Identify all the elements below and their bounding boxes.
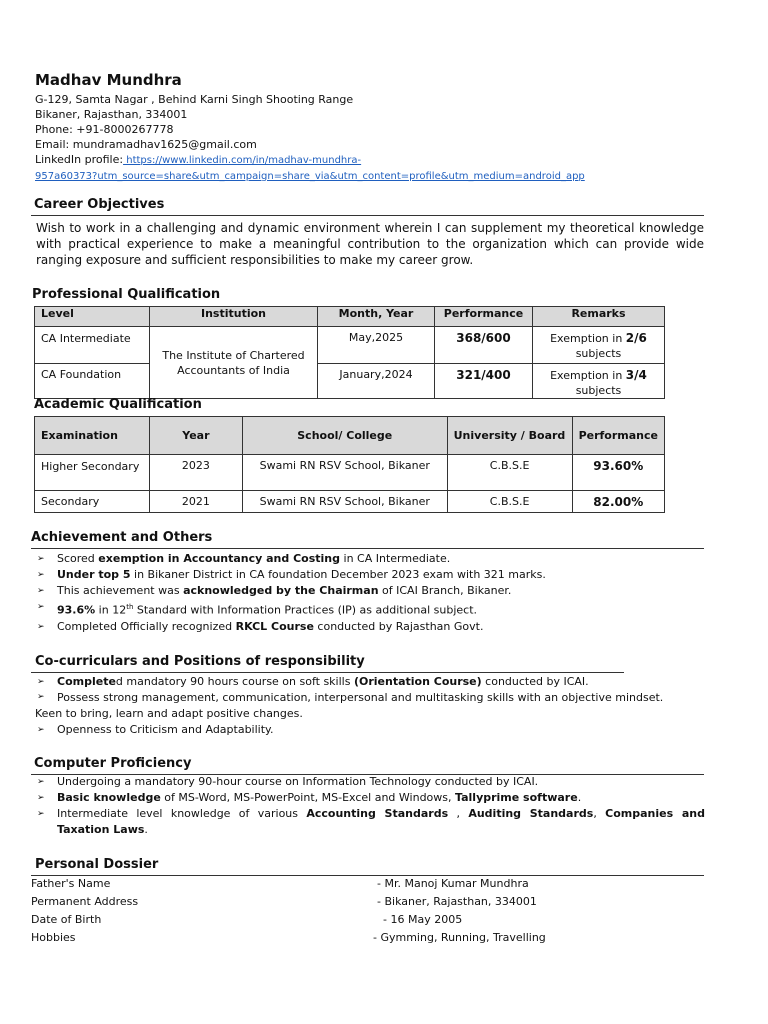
list-item: ➢ Basic knowledge of MS-Word, MS-PowerPoint, MS-Excel and Windows, Tallyprime software. — [37, 791, 582, 804]
linkedin-line — [35, 152, 585, 168]
computer-list — [35, 774, 705, 838]
col-remarks: Remarks — [533, 307, 665, 327]
dossier-row — [31, 895, 731, 913]
list-item: ➢ Undergoing a mandatory 90-hour course on Information Technology conducted by ICAI. — [37, 775, 539, 788]
arrow-bullet-icon: ➢ — [37, 777, 45, 787]
career-text: Wish to work in a challenging and dynamic environment wherein I can supplement my theoretical knowledge with practical experience to make a meaningful contribution to the organization which can provide wide ranging exposure and sufficient responsibilities to make my career grow. — [36, 221, 704, 267]
dossier-row — [31, 913, 731, 931]
list-item: ➢ Completed mandatory 90 hours course on soft skills (Orientation Course) conducted by ICAI. — [37, 675, 589, 688]
cell-month: January,2024 — [318, 364, 435, 399]
arrow-bullet-icon: ➢ — [37, 725, 45, 735]
table-row — [35, 455, 665, 491]
list-item: ➢ 93.6% in 12th Standard with Information Practices (IP) as additional subject. — [35, 599, 705, 619]
list-item: ➢ Intermediate level knowledge of various Accounting Standards , Auditing Standards, Companies and Taxation Laws. — [37, 807, 705, 836]
list-item: ➢ Openness to Criticism and Adaptability. — [37, 723, 274, 736]
cell-performance: 82.00% — [572, 491, 664, 513]
cell-month: May,2025 — [318, 327, 435, 364]
dossier-value: - Gymming, Running, Travelling — [373, 931, 546, 944]
cell-institution: The Institute of Chartered Accountants of India — [150, 327, 318, 399]
section-rule — [31, 215, 704, 216]
list-item: ➢ Scored exemption in Accountancy and Costing in CA Intermediate. — [37, 552, 451, 565]
section-rule — [31, 672, 624, 673]
linkedin-label: LinkedIn profile: — [35, 153, 124, 166]
cell-exam: Higher Secondary — [35, 455, 150, 491]
list-item: ➢ This achievement was acknowledged by the Chairman of ICAI Branch, Bikaner. — [37, 584, 512, 597]
arrow-bullet-icon: ➢ — [37, 677, 45, 687]
computer-heading: Computer Proficiency — [34, 756, 192, 771]
table-row — [35, 364, 665, 399]
dossier-label: Father's Name — [31, 877, 111, 890]
arrow-bullet-icon: ➢ — [37, 554, 45, 564]
cocurricular-block — [35, 674, 705, 738]
arrow-bullet-icon: ➢ — [37, 793, 45, 803]
achievements-list — [35, 551, 705, 635]
plain-line: Keen to bring, learn and adapt positive changes. — [35, 707, 303, 720]
cell-year: 2023 — [149, 455, 242, 491]
list-item: ➢ Under top 5 in Bikaner District in CA foundation December 2023 exam with 321 marks. — [37, 568, 546, 581]
cell-school: Swami RN RSV School, Bikaner — [242, 455, 447, 491]
list-item: ➢ Possess strong management, communication, interpersonal and multitasking skills with an objective mindset. — [37, 691, 664, 704]
cell-school: Swami RN RSV School, Bikaner — [242, 491, 447, 513]
cell-exam: Secondary — [35, 491, 150, 513]
academic-table — [34, 416, 665, 513]
arrow-bullet-icon: ➢ — [37, 809, 45, 819]
col-performance: Performance — [435, 307, 533, 327]
address-line-2: Bikaner, Rajasthan, 334001 — [35, 108, 188, 121]
section-rule — [31, 875, 704, 876]
arrow-bullet-icon: ➢ — [37, 586, 45, 596]
dossier-value: - 16 May 2005 — [383, 913, 463, 926]
dossier-value: - Mr. Manoj Kumar Mundhra — [377, 877, 529, 890]
arrow-bullet-icon: ➢ — [37, 692, 45, 702]
section-rule — [31, 548, 704, 549]
cell-remarks: Exemption in 3/4 subjects — [533, 364, 665, 399]
col-board: University / Board — [447, 417, 572, 455]
candidate-name: Madhav Mundhra — [35, 71, 182, 89]
professional-table — [34, 306, 665, 399]
col-institution: Institution — [150, 307, 318, 327]
arrow-bullet-icon: ➢ — [37, 570, 45, 580]
cell-board: C.B.S.E — [447, 455, 572, 491]
arrow-bullet-icon: ➢ — [37, 621, 45, 632]
cell-remarks: Exemption in 2/6 subjects — [533, 327, 665, 364]
col-year: Year — [149, 417, 242, 455]
arrow-bullet-icon: ➢ — [37, 602, 45, 612]
col-performance: Performance — [572, 417, 664, 455]
cell-performance: 93.60% — [572, 455, 664, 491]
achievements-heading: Achievement and Others — [31, 530, 213, 545]
dossier-heading: Personal Dossier — [35, 857, 159, 872]
academic-heading: Academic Qualification — [34, 397, 202, 412]
cell-level: CA Intermediate — [35, 327, 150, 364]
cell-performance: 368/600 — [435, 327, 533, 364]
linkedin-link[interactable]: https://www.linkedin.com/in/madhav-mundhra- — [123, 155, 362, 166]
contact-block — [35, 92, 585, 184]
cocurricular-heading: Co-curriculars and Positions of responsibility — [35, 654, 365, 669]
dossier-table — [31, 877, 731, 957]
col-examination: Examination — [35, 417, 150, 455]
linkedin-link-cont[interactable]: 957a60373?utm_source=share&utm_campaign=share_via&utm_content=profile&utm_medium=android_app — [35, 171, 585, 182]
dossier-row — [31, 931, 731, 949]
col-level: Level — [35, 307, 150, 327]
table-row — [35, 491, 665, 513]
address-line-1: G-129, Samta Nagar , Behind Karni Singh Shooting Range — [35, 93, 354, 106]
dossier-label: Date of Birth — [31, 913, 102, 926]
career-heading: Career Objectives — [34, 197, 165, 212]
professional-heading: Professional Qualification — [32, 287, 221, 302]
list-item: ➢ Completed Officially recognized RKCL Course conducted by Rajasthan Govt. — [37, 619, 484, 633]
cell-board: C.B.S.E — [447, 491, 572, 513]
cell-performance: 321/400 — [435, 364, 533, 399]
email: Email: mundramadhav1625@gmail.com — [35, 138, 257, 151]
cell-year: 2021 — [149, 491, 242, 513]
dossier-label: Permanent Address — [31, 895, 139, 908]
dossier-row — [31, 877, 731, 895]
dossier-value: - Bikaner, Rajasthan, 334001 — [377, 895, 537, 908]
col-school: School/ College — [242, 417, 447, 455]
cell-level: CA Foundation — [35, 364, 150, 399]
col-month-year: Month, Year — [318, 307, 435, 327]
table-row — [35, 327, 665, 364]
dossier-label: Hobbies — [31, 931, 76, 944]
phone: Phone: +91-8000267778 — [35, 123, 174, 136]
